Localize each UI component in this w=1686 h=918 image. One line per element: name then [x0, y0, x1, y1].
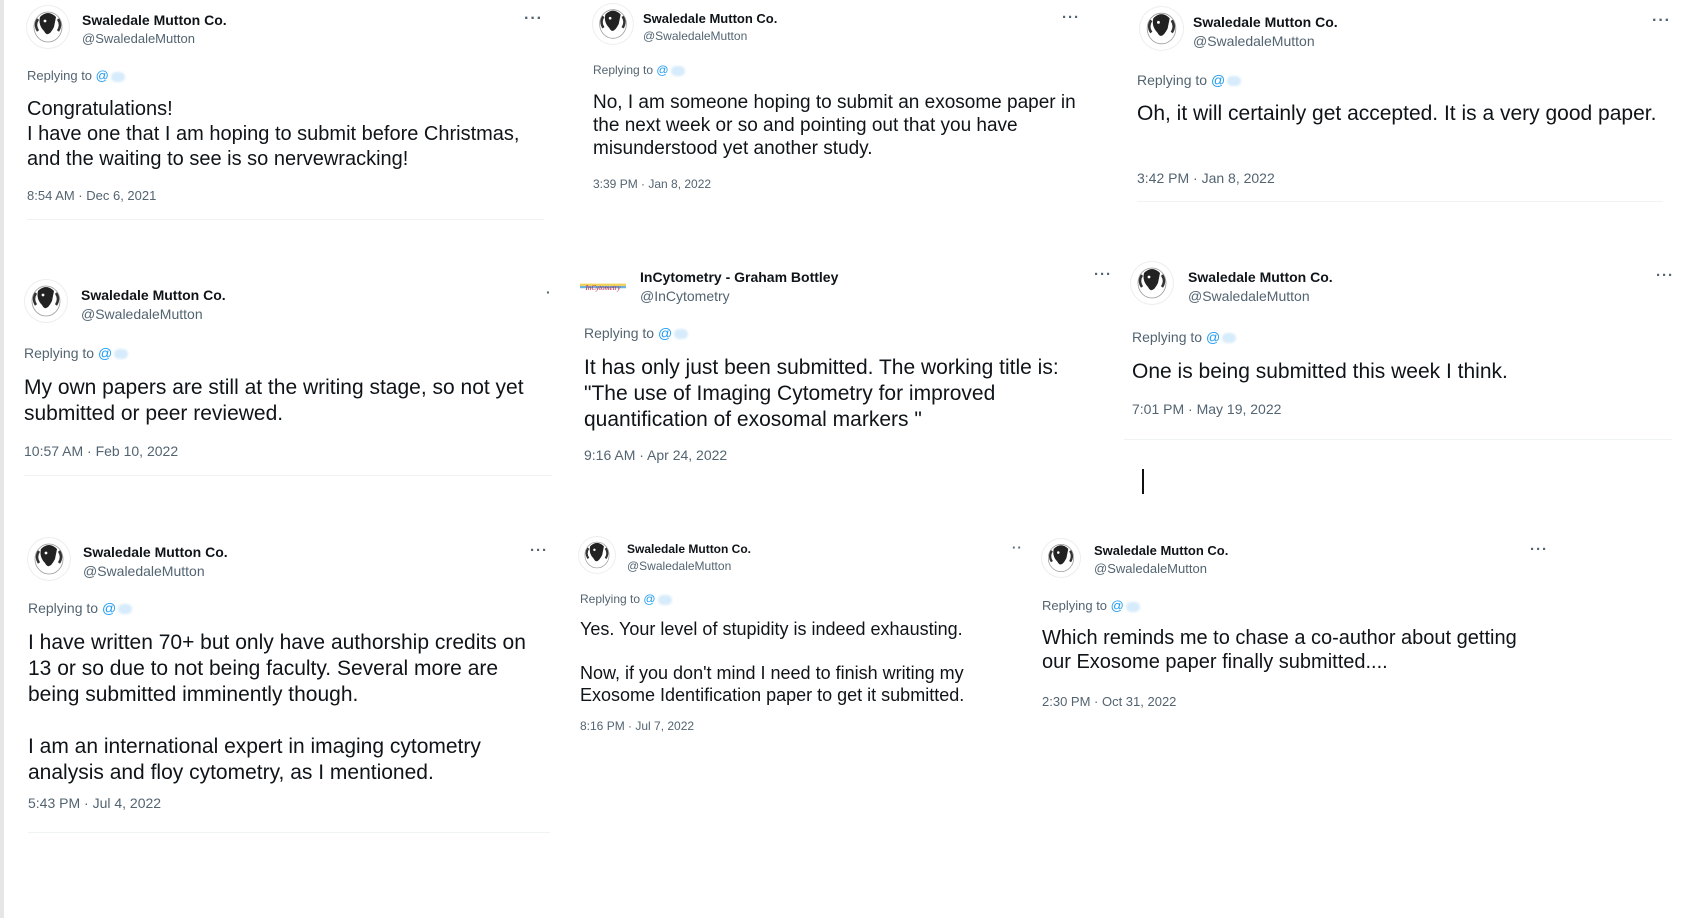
- replying-to[interactable]: [27, 68, 125, 83]
- author-handle[interactable]: @SwaledaleMutton: [83, 563, 205, 579]
- text-cursor: [1142, 469, 1144, 494]
- incytometry-logo-icon[interactable]: [580, 265, 626, 311]
- redacted-handle: [671, 66, 685, 76]
- tweet-timestamp[interactable]: 2:30 PM · Oct 31, 2022: [1042, 694, 1177, 709]
- tweet-text: No, I am someone hoping to submit an exosome paper in the next week or so and pointing out that you have misunderstood yet another study.: [593, 92, 1076, 159]
- more-options-button[interactable]: ···: [524, 10, 543, 27]
- logo-text: InCytometry: [580, 265, 626, 311]
- tweet-text: Yes. Your level of stupidity is indeed exhausting. Now, if you don't mind I need to finish writing my Exosome Identification paper to get it submitted.: [580, 619, 965, 705]
- replying-to[interactable]: [24, 345, 128, 361]
- tweet-card[interactable]: [568, 255, 1112, 475]
- tweet-text: My own papers are still at the writing stage, so not yet submitted or peer reviewed.: [24, 376, 524, 425]
- sheep-avatar-icon[interactable]: [27, 537, 71, 581]
- more-options-button[interactable]: ···: [1530, 541, 1548, 558]
- reply-mention-link[interactable]: @: [1205, 329, 1221, 345]
- replying-to[interactable]: [1042, 598, 1140, 613]
- tweet-card[interactable]: [572, 530, 1032, 740]
- replying-to-label: Replying to: [27, 68, 93, 83]
- tweet-divider: [28, 832, 550, 833]
- reply-mention-link[interactable]: @: [101, 600, 117, 616]
- author-handle[interactable]: @SwaledaleMutton: [1188, 288, 1310, 304]
- author-handle[interactable]: @SwaledaleMutton: [627, 559, 732, 573]
- tweet-divider: [1124, 439, 1672, 440]
- author-name[interactable]: Swaledale Mutton Co.: [627, 542, 752, 556]
- replying-to[interactable]: [593, 63, 685, 77]
- tweet-card[interactable]: [0, 0, 560, 222]
- author-handle[interactable]: @SwaledaleMutton: [643, 29, 748, 43]
- author-name[interactable]: Swaledale Mutton Co.: [1094, 543, 1229, 558]
- author-handle[interactable]: @SwaledaleMutton: [1094, 561, 1207, 576]
- author-name[interactable]: Swaledale Mutton Co.: [83, 544, 228, 560]
- tweet-text: It has only just been submitted. The working title is: "The use of Imaging Cytometry for improved quantification of exosomal markers ": [584, 356, 1059, 431]
- replying-to-label: Replying to: [1132, 329, 1203, 345]
- replying-to-label: Replying to: [580, 592, 641, 606]
- tweet-divider: [1137, 201, 1663, 202]
- more-options-button[interactable]: ···: [1656, 267, 1674, 284]
- redacted-handle: [674, 329, 688, 339]
- tweet-card[interactable]: [1110, 255, 1686, 440]
- tweet-timestamp[interactable]: 10:57 AM · Feb 10, 2022: [24, 443, 179, 459]
- tweet-text: One is being submitted this week I think.: [1132, 360, 1508, 383]
- reply-mention-link[interactable]: @: [1210, 72, 1226, 88]
- sheep-avatar-icon[interactable]: [1130, 261, 1174, 305]
- author-name[interactable]: InCytometry - Graham Bottley: [640, 269, 839, 285]
- tweet-divider: [24, 475, 552, 476]
- tweet-text: Which reminds me to chase a co-author about getting our Exosome paper finally submitted....: [1042, 627, 1517, 673]
- tweet-text: Oh, it will certainly get accepted. It is a very good paper.: [1137, 102, 1657, 125]
- tweet-timestamp[interactable]: 5:43 PM · Jul 4, 2022: [28, 795, 162, 811]
- tweet-timestamp[interactable]: 8:54 AM · Dec 6, 2021: [27, 188, 157, 203]
- replying-to-label: Replying to: [593, 63, 654, 77]
- tweet-card[interactable]: [1030, 530, 1560, 725]
- tweet-timestamp[interactable]: 3:42 PM · Jan 8, 2022: [1137, 170, 1275, 186]
- replying-to[interactable]: [1132, 329, 1236, 345]
- replying-to-label: Replying to: [1137, 72, 1208, 88]
- reply-mention-link[interactable]: @: [1110, 598, 1124, 613]
- author-name[interactable]: Swaledale Mutton Co.: [81, 287, 226, 303]
- replying-to-label: Replying to: [24, 345, 95, 361]
- replying-to[interactable]: [580, 592, 672, 606]
- author-handle[interactable]: @SwaledaleMutton: [81, 306, 203, 322]
- redacted-handle: [118, 604, 132, 614]
- redacted-handle: [114, 349, 128, 359]
- author-name[interactable]: Swaledale Mutton Co.: [1193, 14, 1338, 30]
- tweet-text: I have written 70+ but only have authorship credits on 13 or so due to not being faculty. Several more are being submitted imminently though. I am an international expert in imaging cytometry analysis and floy cytometry, as I mentioned.: [28, 631, 526, 784]
- replying-to[interactable]: [1137, 72, 1241, 88]
- sheep-avatar-icon[interactable]: [1041, 538, 1081, 578]
- tweet-card[interactable]: [1113, 0, 1683, 205]
- more-options-button[interactable]: ···: [1062, 9, 1080, 26]
- tweet-timestamp[interactable]: 3:39 PM · Jan 8, 2022: [593, 177, 712, 191]
- sheep-avatar-icon[interactable]: [578, 536, 616, 574]
- redacted-handle: [1126, 602, 1140, 612]
- tweet-timestamp[interactable]: 8:16 PM · Jul 7, 2022: [580, 719, 695, 733]
- tweet-text: Congratulations! I have one that I am hoping to submit before Christmas, and the waiting to see is so nervewracking!: [27, 98, 520, 170]
- replying-to[interactable]: [28, 600, 132, 616]
- tweet-timestamp[interactable]: 7:01 PM · May 19, 2022: [1132, 401, 1282, 417]
- more-options-button[interactable]: ··: [1012, 540, 1023, 555]
- author-handle[interactable]: @SwaledaleMutton: [82, 31, 195, 46]
- reply-mention-link[interactable]: @: [656, 63, 669, 77]
- reply-mention-link[interactable]: @: [657, 325, 673, 341]
- redacted-handle: [658, 595, 672, 605]
- replying-to[interactable]: [584, 325, 688, 341]
- tweet-card[interactable]: [0, 530, 564, 835]
- reply-mention-link[interactable]: @: [643, 592, 656, 606]
- author-handle[interactable]: @SwaledaleMutton: [1193, 33, 1315, 49]
- tweet-timestamp[interactable]: 9:16 AM · Apr 24, 2022: [584, 447, 728, 463]
- redacted-handle: [111, 72, 125, 82]
- author-name[interactable]: Swaledale Mutton Co.: [643, 11, 778, 26]
- author-name[interactable]: Swaledale Mutton Co.: [82, 12, 227, 28]
- more-options-button[interactable]: ···: [1652, 12, 1671, 29]
- replying-to-label: Replying to: [28, 600, 99, 616]
- sheep-avatar-icon[interactable]: [26, 5, 70, 49]
- redacted-handle: [1227, 76, 1241, 86]
- more-options-button[interactable]: ·: [546, 284, 552, 300]
- tweet-divider: [27, 219, 544, 220]
- reply-mention-link[interactable]: @: [95, 68, 109, 83]
- replying-to-label: Replying to: [584, 325, 655, 341]
- author-name[interactable]: Swaledale Mutton Co.: [1188, 269, 1333, 285]
- reply-mention-link[interactable]: @: [97, 345, 113, 361]
- sheep-avatar-icon[interactable]: [1139, 6, 1184, 51]
- sheep-avatar-icon[interactable]: [592, 3, 634, 45]
- tweet-card[interactable]: [565, 0, 1085, 200]
- tweet-card[interactable]: [0, 262, 560, 477]
- redacted-handle: [1222, 333, 1236, 343]
- more-options-button[interactable]: ···: [1094, 266, 1112, 283]
- sheep-avatar-icon[interactable]: [24, 279, 68, 323]
- author-handle[interactable]: @InCytometry: [640, 288, 730, 304]
- more-options-button[interactable]: ···: [530, 542, 548, 559]
- replying-to-label: Replying to: [1042, 598, 1108, 613]
